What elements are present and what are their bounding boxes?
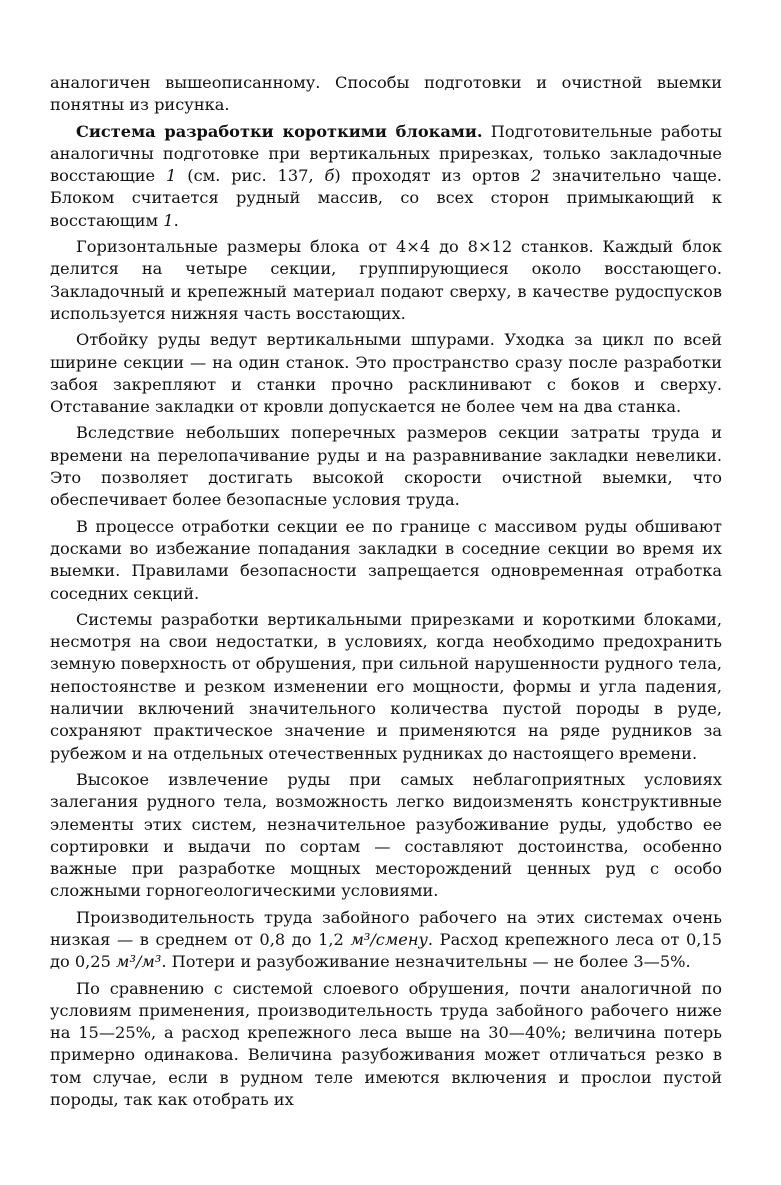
paragraph-block-dimensions	[50, 236, 722, 325]
paragraph-text: . Потери и разубоживание незначительны — не более 3—5%.	[161, 952, 691, 972]
paragraph-text: Вследствие небольших поперечных размеров секции затраты труда и времени на перелопачивание руды и на разравнивание закладки невелики. Это позволяет достигать высокой скорости очистной выемки, что обеспечивает более безопасные условия труда.	[50, 423, 722, 510]
paragraph-text: значительно чаще. Блоком считается рудный массив, со всех сторон примыкающий к восстающим	[50, 166, 722, 230]
paragraph-text: В процессе отработки секции ее по границе с массивом руды обшивают досками во избежание попадания закладки в соседние секции во время их выемки. Правилами безопасности запрещается одновременная отработка соседних секций.	[50, 516, 722, 603]
paragraph-text: Системы разработки вертикальными прирезками и короткими блоками, несмотря на свои недостатки, в условиях, когда необходимо предохранить земную поверхность от обрушения, при сильной нарушенности рудного тела, непостоянстве и резком изменении его мощности, формы и угла падения, наличии включений значительного количества пустой породы в руде, сохраняют практическое значение и применяются на ряде рудников за рубежом и на отдельных отечественных рудниках до настоящего времени.	[50, 609, 722, 763]
section-heading: Система разработки короткими блоками.	[76, 121, 483, 141]
paragraph-text: аналогичен вышеописанному. Способы подготовки и очистной выемки понятны из рисунка.	[50, 73, 722, 115]
paragraph-text: Отбойку руды ведут вертикальными шпурами. Уходка за цикл по всей ширине секции — на один станок. Это пространство сразу после разработки забоя закрепляют и станки прочно расклинивают с боков и сверху. Отставание закладки от кровли допускается не более чем на два станка.	[50, 330, 722, 417]
paragraph-systems-application	[50, 609, 722, 765]
paragraph-text: Горизонтальные размеры блока от 4×4 до 8×12 станков. Каждый блок делится на четыре секции, группирующиеся около восстающего. Закладочный и крепежный материал подают сверху, в качестве рудоспусков используется нижняя часть восстающих.	[50, 237, 722, 323]
figure-ref-number: 1	[166, 166, 177, 186]
paragraph-text: .	[173, 210, 179, 230]
figure-ref-letter: б	[324, 166, 335, 186]
paragraph-advantages	[50, 769, 722, 903]
figure-ref-number: 2	[530, 166, 542, 186]
paragraph-short-blocks-system	[50, 121, 722, 232]
unit-text: м³/м³	[116, 952, 162, 972]
paragraph-text: ) проходят из ортов	[334, 166, 531, 186]
paragraph-continuation	[50, 72, 722, 117]
paragraph-comparison	[50, 978, 722, 1112]
paragraph-text: Производительность труда забойного рабочего на этих системах очень низкая — в среднем от 0,8 до 1,2	[50, 907, 722, 949]
paragraph-productivity	[50, 907, 722, 974]
paragraph-ore-breaking	[50, 329, 722, 418]
unit-text: м³/смену	[350, 929, 428, 949]
paragraph-text: По сравнению с системой слоевого обрушения, почти аналогичной по условиям применения, производительность труда забойного рабочего ниже на 15—25%, а расход крепежного леса выше на 30—40%; величина потерь примерно одинакова. Величина разубоживания может отличаться резко в том случае, если в рудном теле имеются включения и прослои пустой породы, так как отобрать их	[50, 978, 722, 1110]
paragraph-text: Высокое извлечение руды при самых неблагоприятных условиях залегания рудного тела, возможность легко видоизменять конструктивные элементы этих систем, незначительное разубоживание руды, удобство ее сортировки и выдачи по сортам — составляют достоинства, особенно важные при разработке мощных месторождений ценных руд с особо сложными горногеологическими условиями.	[50, 769, 722, 901]
paragraph-text: Подготовительные работы аналогичны подготовке при вертикальных прирезках, только закладочные восстающие	[50, 121, 722, 186]
paragraph-text: (см. рис. 137,	[176, 166, 325, 186]
paragraph-text: . Расход крепежного леса от 0,15 до 0,25	[50, 929, 722, 972]
figure-ref-number: 1	[163, 210, 174, 230]
paragraph-small-costs	[50, 422, 722, 511]
paragraph-section-lining	[50, 516, 722, 605]
document-page	[50, 72, 722, 1115]
